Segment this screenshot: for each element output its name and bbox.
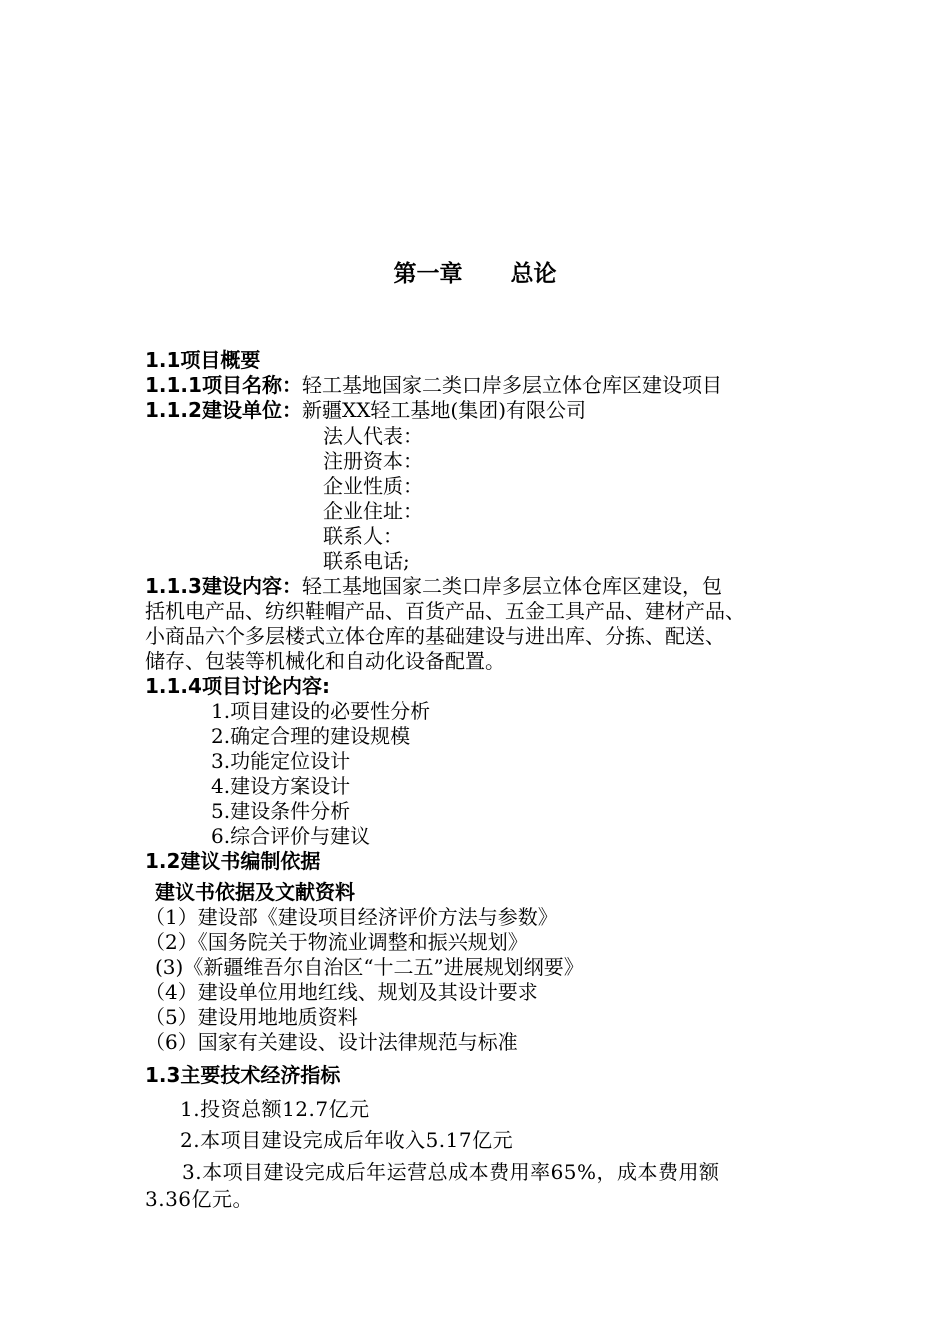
reference-item-5: （5）建设用地地质资料 (145, 1005, 358, 1029)
indicator-item-2: 2.本项目建设完成后年收入5.17亿元 (180, 1128, 514, 1152)
reference-item-3: (3)《新疆维吾尔自治区“十二五”进展规划纲要》 (155, 955, 584, 979)
project-name-row (145, 373, 722, 398)
construction-unit-label: 1.1.2建设单位： (145, 398, 302, 422)
project-name-label: 1.1.1项目名称： (145, 373, 302, 397)
indicator-item-3-line-1: 3.本项目建设完成后年运营总成本费用率65%，成本费用额 (182, 1160, 720, 1184)
discussion-item-2: 2.确定合理的建设规模 (211, 724, 411, 748)
project-name-value: 轻工基地国家二类口岸多层立体仓库区建设项目 (301, 373, 722, 397)
field-registered-capital: 注册资本： (323, 449, 423, 473)
reference-item-2: （2）《国务院关于物流业调整和振兴规划》 (145, 930, 528, 954)
chapter-label: 第一章 (393, 261, 463, 287)
construction-unit-row (145, 398, 586, 423)
chapter-name: 总论 (510, 261, 557, 287)
field-enterprise-address: 企业住址： (323, 499, 423, 523)
section-1-3-heading: 1.3主要技术经济指标 (145, 1063, 341, 1087)
construction-content-row (145, 574, 722, 599)
construction-content-line-2: 括机电产品、纺织鞋帽产品、百货产品、五金工具产品、建材产品、 (145, 599, 745, 623)
construction-content-line-1: 轻工基地国家二类口岸多层立体仓库区建设，包 (301, 574, 722, 598)
field-contact-phone: 联系电话; (323, 549, 410, 573)
construction-unit-value: 新疆XX轻工基地(集团)有限公司 (301, 398, 587, 422)
field-legal-rep: 法人代表： (323, 424, 423, 448)
field-contact-person: 联系人： (323, 524, 403, 548)
reference-item-1: （1）建设部《建设项目经济评价方法与参数》 (145, 905, 558, 929)
chapter-title (0, 258, 950, 290)
discussion-item-6: 6.综合评价与建议 (211, 824, 371, 848)
reference-item-4: （4）建设单位用地红线、规划及其设计要求 (145, 980, 538, 1004)
construction-content-line-3: 小商品六个多层楼式立体仓库的基础建设与进出库、分拣、配送、 (145, 624, 725, 648)
section-1-1-heading: 1.1项目概要 (145, 348, 261, 372)
construction-content-label: 1.1.3建设内容： (145, 574, 302, 598)
discussion-item-5: 5.建设条件分析 (211, 799, 351, 823)
discussion-heading: 1.1.4项目讨论内容: (145, 674, 330, 698)
discussion-item-1: 1.项目建设的必要性分析 (211, 699, 431, 723)
section-1-2-heading: 1.2建议书编制依据 (145, 849, 321, 873)
reference-item-6: （6）国家有关建设、设计法律规范与标准 (145, 1030, 518, 1054)
construction-content-line-4: 储存、包装等机械化和自动化设备配置。 (145, 649, 505, 673)
indicator-item-1: 1.投资总额12.7亿元 (180, 1097, 370, 1121)
references-subtitle: 建议书依据及文献资料 (155, 880, 355, 904)
discussion-item-3: 3.功能定位设计 (211, 749, 351, 773)
discussion-item-4: 4.建设方案设计 (211, 774, 351, 798)
indicator-item-3-line-2: 3.36亿元。 (145, 1187, 254, 1211)
field-enterprise-type: 企业性质： (323, 474, 423, 498)
